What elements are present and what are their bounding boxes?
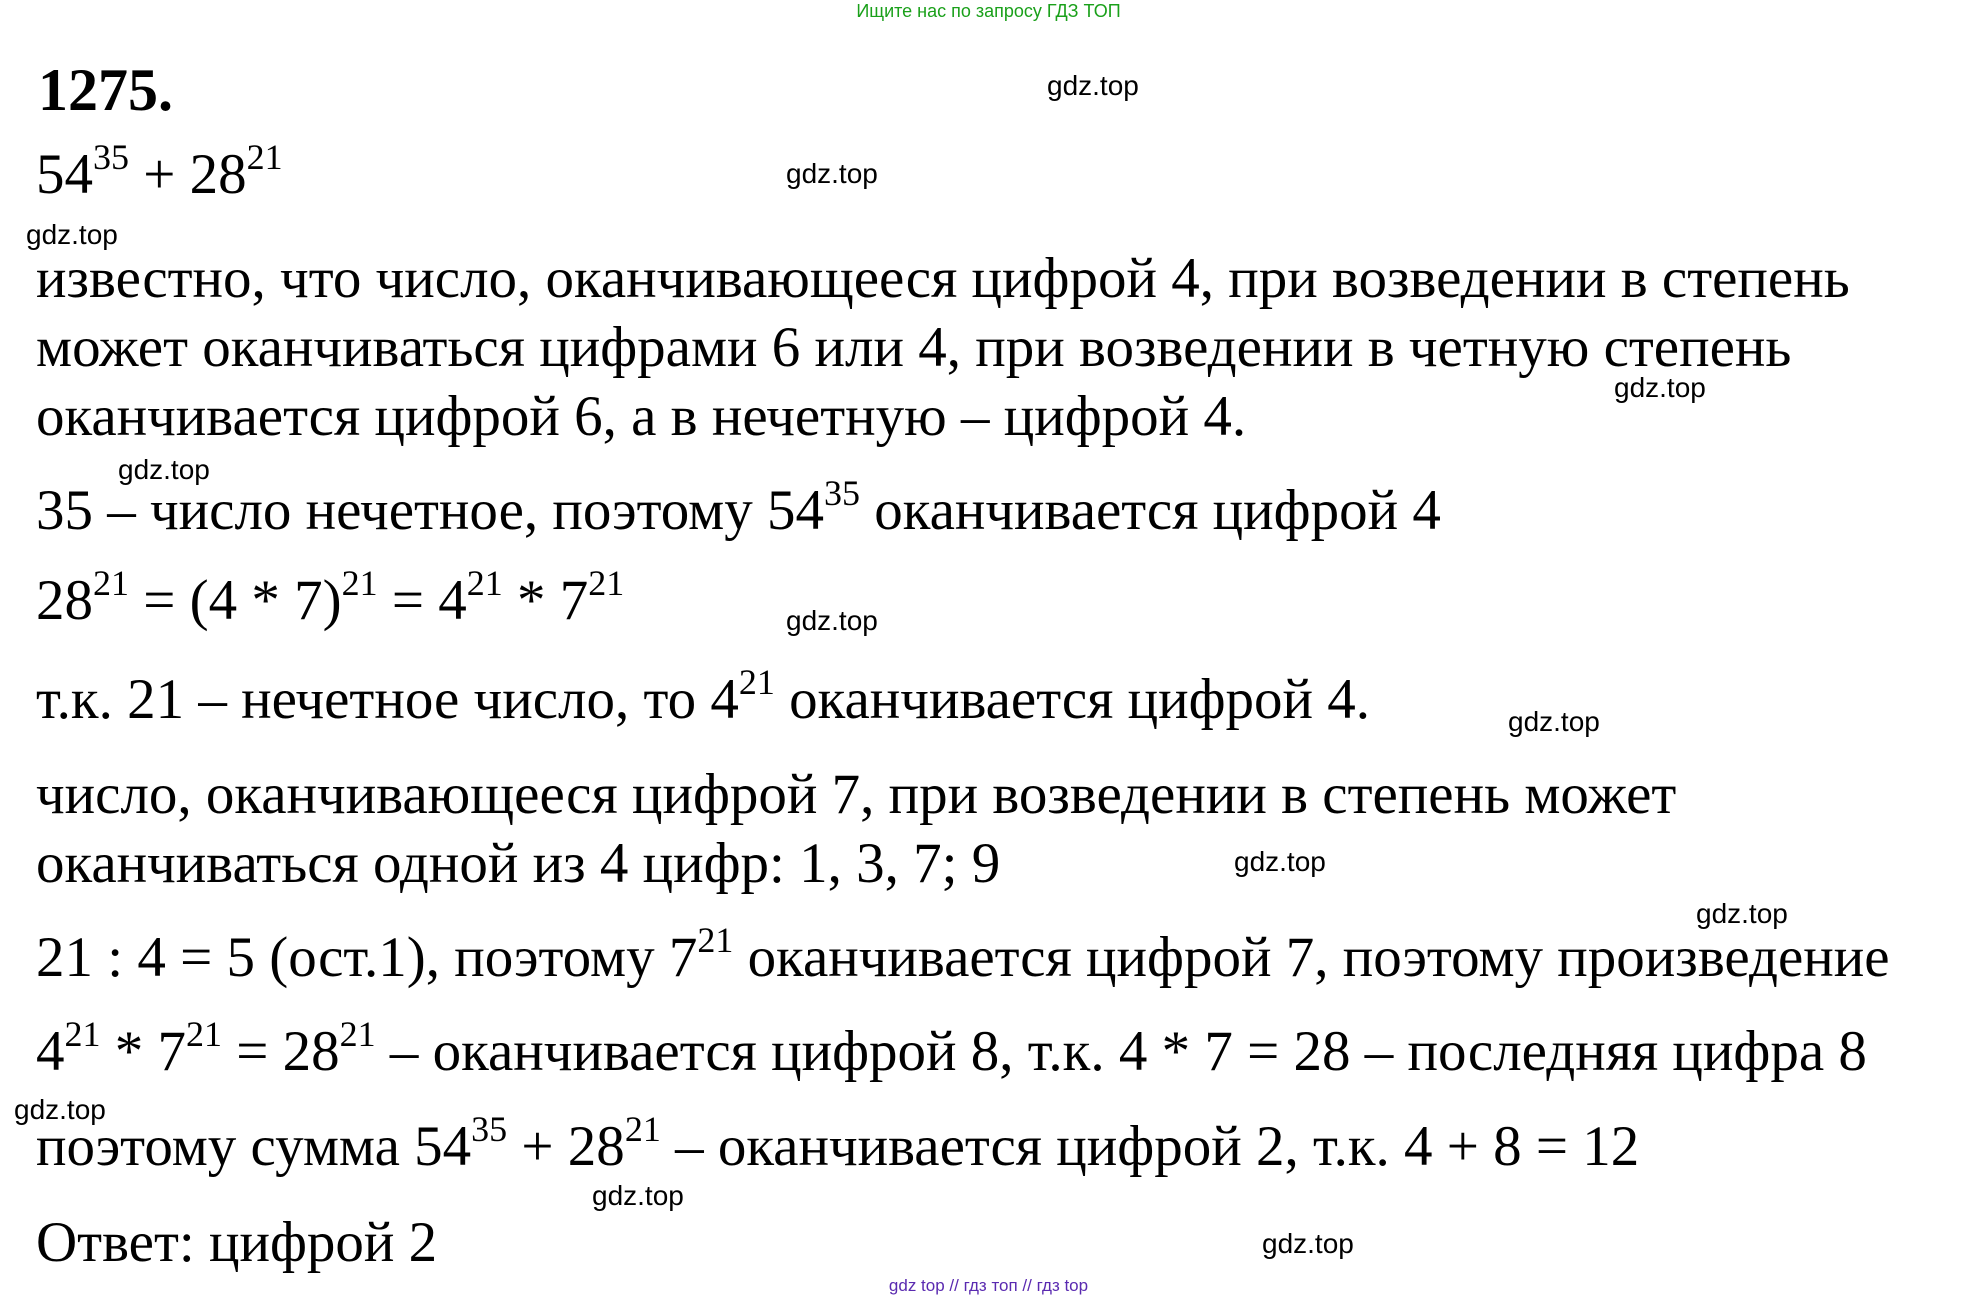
watermark: gdz.top bbox=[1234, 846, 1326, 877]
watermark: gdz.top bbox=[592, 1180, 684, 1211]
watermark: gdz.top bbox=[1508, 706, 1600, 737]
watermark: gdz.top bbox=[786, 158, 878, 189]
text-line-9: 21 : 4 = 5 (ост.1), поэтому $7^{21}$ оканчивается цифрой 7, поэтому произведение bbox=[36, 920, 1890, 989]
watermark: gdz.top bbox=[1262, 1228, 1354, 1259]
watermark: gdz.top bbox=[14, 1094, 106, 1125]
expression-line: $54^{35} + 28^{21}$ bbox=[36, 137, 283, 206]
watermark: gdz.top bbox=[26, 219, 118, 250]
header-search-note: Ищите нас по запросу ГДЗ ТОП bbox=[856, 1, 1121, 21]
problem-number: 1275. bbox=[38, 57, 173, 123]
text-line-3: оканчивается цифрой 6, а в нечетную – цифрой 4. bbox=[36, 385, 1247, 448]
text-line-4: 35 – число нечетное, поэтому $54^{35}$ оканчивается цифрой 4 bbox=[36, 473, 1441, 542]
watermark: gdz.top bbox=[1696, 898, 1788, 929]
text-line-10: $4^{21} * 7^{21} = 28^{21}$ – оканчивается цифрой 8, т.к. 4 * 7 = 28 – последняя цифра 8 bbox=[36, 1014, 1867, 1083]
text-line-1: известно, что число, оканчивающееся цифрой 4, при возведении в степень bbox=[36, 247, 1850, 310]
watermark: gdz.top bbox=[1614, 372, 1706, 403]
watermark: gdz.top bbox=[786, 605, 878, 636]
text-line-5: $28^{21} = (4 * 7)^{21} = 4^{21} * 7^{21}$ bbox=[36, 563, 625, 632]
watermark: gdz.top bbox=[118, 454, 210, 485]
text-line-11: поэтому сумма $54^{35} + 28^{21}$ – оканчивается цифрой 2, т.к. 4 + 8 = 12 bbox=[36, 1109, 1640, 1178]
text-line-2: может оканчиваться цифрами 6 или 4, при возведении в четную степень bbox=[36, 316, 1792, 379]
text-line-6: т.к. 21 – нечетное число, то $4^{21}$ оканчивается цифрой 4. bbox=[36, 662, 1371, 731]
footer-links: gdz top // гдз топ // гдз top bbox=[888, 1276, 1089, 1295]
watermark: gdz.top bbox=[1047, 70, 1139, 101]
text-line-7: число, оканчивающееся цифрой 7, при возведении в степень может bbox=[36, 763, 1677, 826]
text-line-8: оканчиваться одной из 4 цифр: 1, 3, 7; 9 bbox=[36, 832, 1001, 895]
answer-line: Ответ: цифрой 2 bbox=[36, 1211, 438, 1274]
